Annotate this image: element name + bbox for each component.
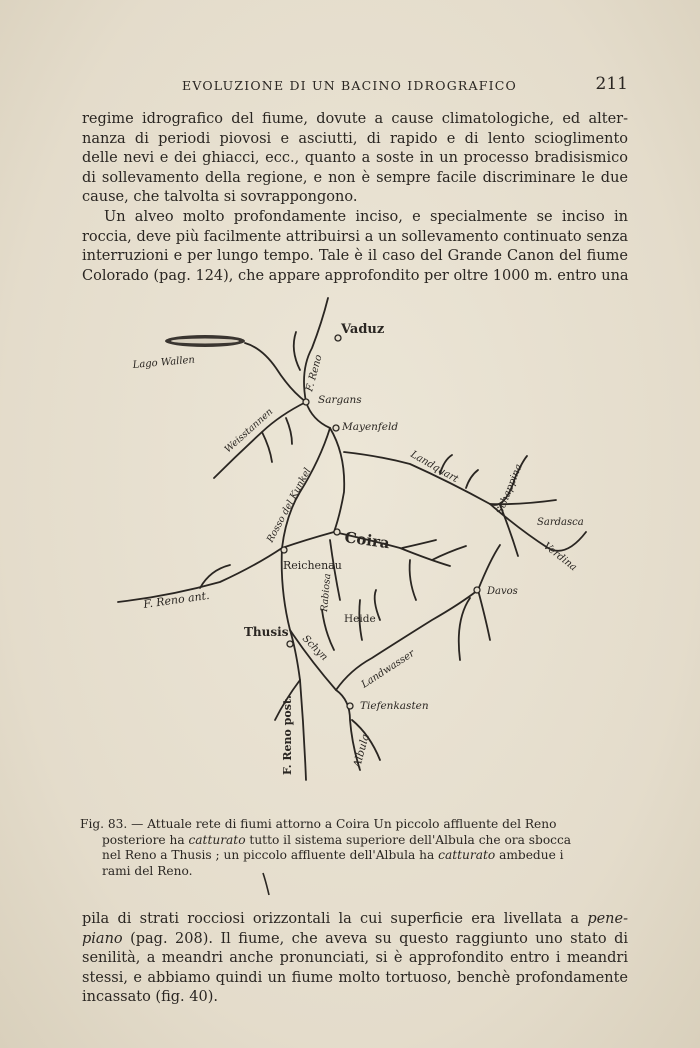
reichenau-marker bbox=[281, 547, 287, 553]
label-sargans: Sargans bbox=[318, 394, 362, 406]
caption-text: nel Reno a Thusis ; un piccolo affluente dell'Albula ha bbox=[102, 848, 439, 862]
label-reno-north: F. Reno bbox=[304, 353, 325, 393]
caption-emphasis: catturato bbox=[438, 848, 496, 862]
river-network-map bbox=[110, 292, 600, 790]
paragraph-1 bbox=[82, 110, 628, 208]
label-reno-post: F. Reno post. bbox=[281, 695, 294, 775]
label-reichenau: Reichenau bbox=[283, 559, 342, 572]
label-tiefenkasten: Tiefenkasten bbox=[360, 700, 429, 712]
label-mayenfeld: Mayenfeld bbox=[342, 421, 399, 433]
label-thusis: Thusis bbox=[244, 625, 289, 639]
text-line: di sollevamento della regione, e non è sempre facile discriminare le due bbox=[82, 169, 628, 186]
running-head: EVOLUZIONE DI UN BACINO IDROGRAFICO bbox=[182, 78, 517, 93]
page-number: 211 bbox=[595, 74, 628, 94]
text-line: interruzioni e per lungo tempo. Tale è il caso del Grande Canon del fiume bbox=[82, 248, 628, 264]
tiefenkasten-marker bbox=[347, 703, 353, 709]
text-line: delle nevi e dei ghiacci, ecc., quanto a soste in un processo bradisismico bbox=[82, 150, 628, 166]
text-line bbox=[82, 930, 628, 950]
paragraph-2 bbox=[82, 208, 628, 286]
thusis-marker bbox=[287, 641, 293, 647]
davos-marker bbox=[474, 587, 480, 593]
label-vaduz: Vaduz bbox=[341, 322, 385, 337]
label-weisstannen: Weisstannen bbox=[222, 406, 276, 456]
text-line: senilità, a meandri anche pronunciati, si è approfondito entro i meandri bbox=[82, 950, 628, 966]
caption-text: tutto il sistema superiore dell'Albula che ora sbocca bbox=[245, 832, 572, 847]
caption-line: Fig. 83. — Attuale rete di fiumi attorno a Coira Un piccolo affluente del Reno bbox=[80, 817, 557, 831]
label-schyn: Schyn bbox=[299, 633, 330, 664]
coira-marker bbox=[334, 529, 340, 535]
text-line: Un alveo molto profondamente inciso, e specialmente se inciso in bbox=[104, 209, 628, 225]
text-line: incassato (fig. 40). bbox=[82, 989, 218, 1005]
label-schappina: Schappina bbox=[494, 462, 525, 517]
figure-caption bbox=[80, 817, 632, 879]
text-line bbox=[82, 910, 628, 930]
text-span: (pag. 208). Il fiume, che aveva su questo raggiunto uno stato di bbox=[122, 930, 628, 947]
caption-emphasis: catturato bbox=[188, 832, 246, 847]
text-line: regime idrografico del fiume, dovute a cause climatologiche, ed alter- bbox=[82, 111, 628, 127]
label-sardasca: Sardasca bbox=[537, 517, 584, 528]
text-line: cause, che talvolta si sovrappongono. bbox=[82, 189, 358, 205]
label-rabiosa: Rabiosa bbox=[319, 573, 334, 613]
label-landquart: Landquart bbox=[408, 449, 460, 486]
paragraph-3 bbox=[82, 910, 628, 1008]
caption-line: rami del Reno. bbox=[102, 863, 193, 878]
label-rosso-kunkel: Rosso del Kunkel bbox=[264, 466, 314, 545]
text-line: Colorado (pag. 124), che appare approfondito per oltre 1000 m. entro una bbox=[82, 267, 629, 284]
label-reno-ant: F. Reno ant. bbox=[142, 588, 211, 611]
text-line: nanza di periodi piovosi e asciutti, di rapido e di lento scioglimento bbox=[82, 130, 628, 147]
label-lago-wallen: Lago Wallen bbox=[132, 354, 196, 371]
lake-wallen bbox=[165, 335, 245, 347]
caption-text: ambedue i bbox=[495, 848, 564, 862]
label-albula: Albula bbox=[351, 732, 372, 769]
label-landwasser: Landwasser bbox=[359, 648, 417, 691]
label-heide: Heide bbox=[344, 613, 376, 625]
text-emphasis: piano bbox=[82, 930, 123, 947]
text-line: stessi, e abbiamo quindi un fiume molto tortuoso, benchè profondamente bbox=[82, 969, 628, 986]
text-span: pila di strati rocciosi orizzontali la cui superficie era livellata a bbox=[82, 911, 588, 927]
label-davos: Davos bbox=[487, 586, 518, 597]
sargans-marker bbox=[303, 399, 309, 405]
caption-line bbox=[80, 833, 632, 849]
label-coira: Coira bbox=[343, 528, 391, 553]
page-header bbox=[82, 76, 628, 98]
mayenfeld-marker bbox=[333, 425, 339, 431]
label-verdina: Verdina bbox=[541, 540, 579, 574]
caption-line bbox=[80, 848, 632, 864]
caption-text: posteriore ha bbox=[102, 832, 189, 847]
text-emphasis: pene- bbox=[587, 911, 628, 927]
stray-pen-mark bbox=[262, 872, 270, 896]
text-line: roccia, deve più facilmente attribuirsi a un sollevamento continuato senza bbox=[82, 228, 628, 245]
